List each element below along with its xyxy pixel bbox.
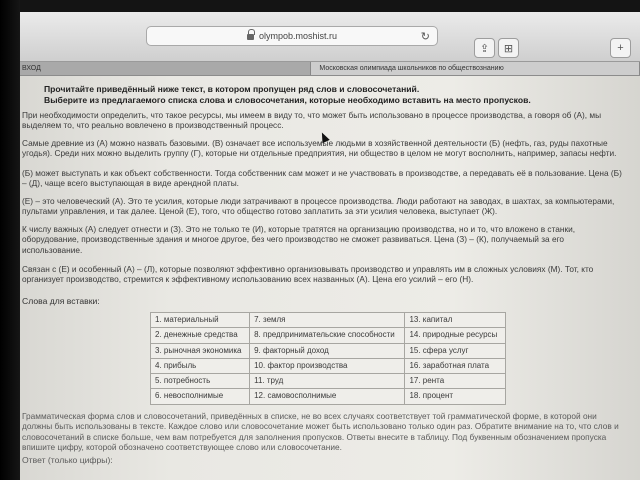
word-cell: 2. денежные средства — [151, 328, 250, 343]
word-cell: 4. прибыль — [151, 358, 250, 373]
word-cell: 3. рыночная экономика — [151, 343, 250, 358]
reload-icon[interactable]: ↻ — [420, 31, 430, 43]
table-row — [151, 358, 506, 373]
table-row — [151, 374, 506, 389]
word-cell: 7. земля — [250, 313, 405, 328]
text-paragraph-2: Самые древние из (А) можно назвать базовыми. (В) означает все используемые людьми в хозяйственной деятельности (Б) (нефть, газ, руды пахотные угодья). Среди них можно выделить группу (Г), которые ни отдельные предприятия, ни общество в целом не могут восполнить, например, запасы нефти. — [22, 138, 617, 159]
tab-strip — [14, 62, 640, 76]
tab-login[interactable]: ВХОД — [14, 62, 311, 75]
table-row — [151, 343, 506, 358]
tabs-icon[interactable]: ⊞ — [498, 38, 519, 58]
text-paragraph-4: (Е) – это человеческий (А). Это те усилия, которые люди затрачивают в процессе производства. Люди работают на заводах, в шахтах, за компьютерами, пультами управления, и так далее. Ценой (Е), того, что общество готово заплатить за эти усилия человека, выступает (Ж). — [22, 196, 615, 217]
task-title-line-1: Прочитайте приведённый ниже текст, в котором пропущен ряд слов и словосочетаний. — [44, 84, 420, 94]
word-cell: 17. рента — [405, 374, 506, 389]
word-cell: 12. самовосполнимые — [250, 389, 405, 404]
word-cell: 11. труд — [250, 374, 405, 389]
url-text: olympob.moshist.ru — [258, 31, 338, 41]
device-bezel-left — [0, 0, 20, 480]
word-cell: 16. заработная плата — [405, 358, 506, 373]
text-paragraph-1: При необходимости определить, что такое ресурсы, мы имеем в виду то, что может быть использовано в процессе производства, а говоря об (А), мы выделяем то, что реально вовлечено в производственный процесс. — [22, 110, 602, 131]
lock-icon — [247, 32, 254, 40]
answer-label: Ответ (только цифры): — [22, 455, 113, 465]
table-row — [151, 328, 506, 343]
word-cell: 5. потребность — [151, 374, 250, 389]
bookmarks-icon[interactable]: + — [610, 38, 631, 58]
address-bar[interactable] — [146, 26, 438, 46]
word-cell: 6. невосполнимые — [151, 389, 250, 404]
text-paragraph-6: Связан с (Е) и особенный (А) – (Л), которые позволяют эффективно организовывать производство и управлять им в сложных условиях (М). Тот, кто организует производство, стремится к эффективному использованию всех названных (А). Цена его усилий – его (Н). — [22, 264, 594, 285]
word-cell: 15. сфера услуг — [405, 343, 506, 358]
table-row — [151, 313, 506, 328]
share-icon[interactable]: ⇪ — [474, 38, 495, 58]
word-cell: 1. материальный — [151, 313, 250, 328]
table-row — [151, 389, 506, 404]
task-title-line-2: Выберите из предлагаемого списка слова и словосочетания, которые необходимо вставить на место пропусков. — [44, 95, 531, 105]
words-label: Слова для вставки: — [22, 296, 100, 306]
word-cell: 10. фактор производства — [250, 358, 405, 373]
instructions-note: Грамматическая форма слов и словосочетаний, приведённых в списке, не во всех случаях соответствует той грамматической форме, в которой они должны быть использованы в тексте. Каждое слово или словосочетание может быть использовано только один раз. Обратите внимание на то, что слов и словосочетаний в списке больше, чем вам потребуется для заполнения пропусков. Ответы внесите в таблицу. Под буквенным обозначением пропуска впишите цифру, которой обозначено соответствующее слово или словосочетание. — [22, 411, 619, 452]
text-paragraph-5: К числу важных (А) следует отнести и (З). Это не только те (И), которые тратятся на организацию производства, но и то, что вложено в станки, оборудование, производственные здания и многое другое, без чего производство не сможет развиваться. Цена (З) – (К), получаемый за его использование. — [22, 224, 576, 255]
text-paragraph-3: (Б) может выступать и как объект собственности. Тогда собственник сам может и не участвовать в производстве, а передавать её в пользование. Цена (Б) – (Д), чаще всего выступающая в виде арендной платы. — [22, 168, 622, 189]
word-cell: 14. природные ресурсы — [405, 328, 506, 343]
words-table — [150, 312, 506, 405]
word-cell: 18. процент — [405, 389, 506, 404]
word-cell: 13. капитал — [405, 313, 506, 328]
word-cell: 8. предпринимательские способности — [250, 328, 405, 343]
word-cell: 9. факторный доход — [250, 343, 405, 358]
tab-olympiad[interactable]: Московская олимпиада школьников по обществознанию — [311, 62, 640, 75]
task-title — [44, 84, 564, 106]
